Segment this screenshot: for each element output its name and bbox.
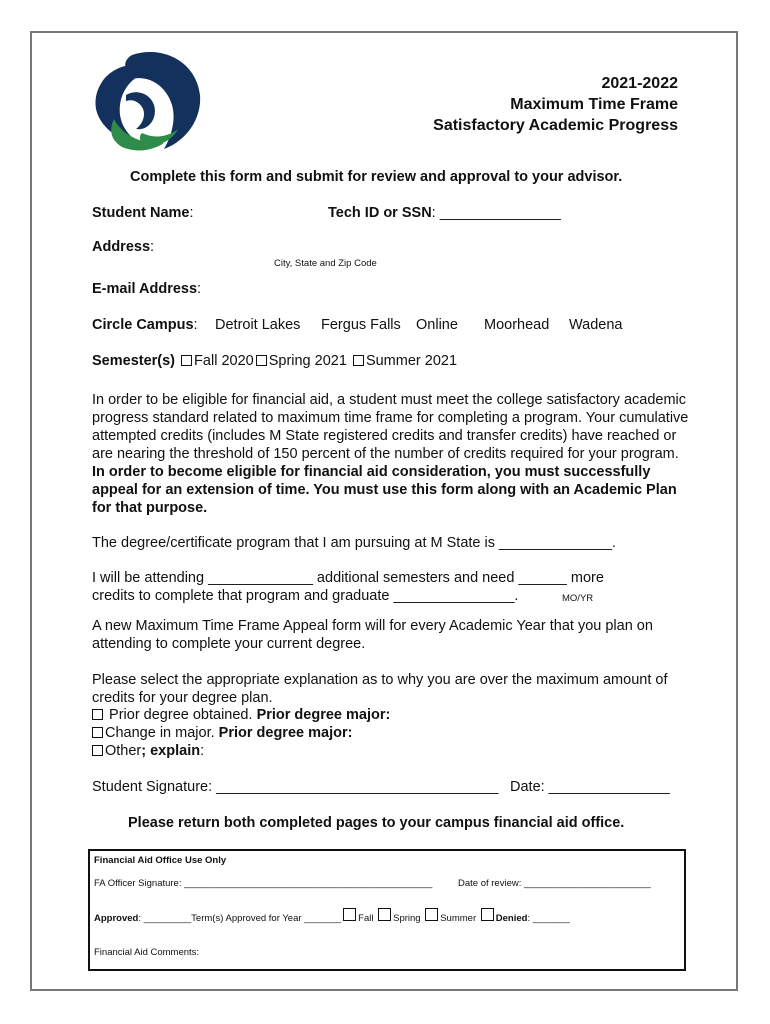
mo-yr-hint: MO/YR: [562, 593, 594, 604]
office-spring-label: Spring: [393, 913, 421, 924]
change-major-text: Change in major.: [105, 725, 215, 741]
approved-label: Approved: [94, 913, 139, 924]
college-logo: [92, 49, 202, 155]
degree-line: The degree/certificate program that I am pursuing at M State is ______________.: [92, 535, 616, 551]
spring-checkbox[interactable]: [256, 355, 267, 366]
office-fall-label: Fall: [358, 913, 374, 924]
office-summer-checkbox[interactable]: [425, 908, 438, 921]
appeal-text: A new Maximum Time Frame Appeal form will for every Academic Year that you plan on attending to complete your current degree.: [92, 618, 653, 652]
campus-online[interactable]: Online: [416, 317, 458, 333]
officer-signature-line[interactable]: FA Officer Signature: _______________________________________________: [94, 878, 433, 889]
campus-wadena[interactable]: Wadena: [569, 317, 623, 333]
campus-detroit-lakes[interactable]: Detroit Lakes: [215, 317, 301, 333]
eligibility-bold-text: In order to become eligible for financial aid consideration, you must successfully appeal for an extension of time. You must use this form along with an Academic Plan for that purpose.: [92, 464, 677, 516]
eligibility-text: In order to be eligible for financial aid, a student must meet the college satisfactory academic progress standard related to maximum time frame for completing a program. Your cumulative attempted credits (includes M State registered credits and transfer credits) have reached or are nearing the threshold of 150 percent of the number of credits required for your program.: [92, 392, 689, 462]
approval-row: [94, 908, 570, 924]
explanation-intro-text: Please select the appropriate explanation as to why you are over the maximum amount of credits for your degree plan.: [92, 672, 668, 706]
campus-moorhead[interactable]: Moorhead: [484, 317, 550, 333]
campus-label: Circle Campus: [92, 317, 194, 333]
attending-line-2: credits to complete that program and graduate _______________.: [92, 588, 519, 604]
option-change-major[interactable]: [92, 725, 352, 741]
spring-label: Spring 2021: [268, 353, 347, 369]
office-fall-checkbox[interactable]: [343, 908, 356, 921]
option-other[interactable]: Other; explain:: [92, 743, 204, 759]
instructions: Complete this form and submit for review and approval to your advisor.: [130, 169, 623, 185]
return-note: Please return both completed pages to your campus financial aid office.: [128, 815, 625, 831]
office-heading: Financial Aid Office Use Only: [94, 855, 227, 866]
email-field[interactable]: E-mail Address:: [92, 281, 202, 297]
fall-label: Fall 2020: [194, 353, 254, 369]
explanation-intro: [92, 671, 692, 707]
option-prior-degree[interactable]: [92, 707, 390, 723]
office-denied-checkbox[interactable]: [481, 908, 494, 921]
appeal-paragraph: [92, 617, 692, 653]
student-signature-line[interactable]: Student Signature: ___________________________________: [92, 779, 499, 795]
tech-id-field[interactable]: Tech ID or SSN: _______________: [328, 205, 561, 221]
title-year: 2021-2022: [601, 75, 678, 92]
title-line-1: Maximum Time Frame: [510, 96, 678, 113]
address-field[interactable]: Address:: [92, 239, 155, 255]
signature-date-line[interactable]: Date: _______________: [510, 779, 670, 795]
title-line-2: Satisfactory Academic Progress: [433, 117, 678, 134]
prior-degree-checkbox[interactable]: [92, 709, 103, 720]
other-text: Other: [105, 743, 142, 759]
address-label: Address: [92, 239, 151, 255]
prior-degree-text: Prior degree obtained.: [109, 707, 253, 723]
form-page: [30, 31, 738, 991]
summer-checkbox[interactable]: [353, 355, 364, 366]
financial-aid-office-box: [88, 849, 686, 971]
email-label: E-mail Address: [92, 281, 198, 297]
eligibility-paragraph: [92, 391, 692, 517]
attending-line-1: I will be attending _____________ additional semesters and need ______ more: [92, 570, 604, 586]
summer-label: Summer 2021: [365, 353, 458, 369]
approved-blank: : _________Term(s) Approved for Year _______: [138, 913, 342, 924]
city-state-zip-hint: City, State and Zip Code: [274, 258, 377, 269]
tech-id-label: Tech ID or SSN: [328, 205, 432, 221]
fall-checkbox[interactable]: [181, 355, 192, 366]
office-summer-label: Summer: [440, 913, 477, 924]
campus-row: Circle Campus:: [92, 317, 198, 333]
office-comments-label: Financial Aid Comments:: [94, 947, 200, 958]
semester-label: Semester(s): [92, 353, 176, 369]
change-major-prior-label: Prior degree major:: [218, 725, 353, 741]
student-name-label: Student Name: [92, 205, 190, 221]
student-name-field[interactable]: Student Name:: [92, 205, 194, 221]
denied-blank: : _______: [527, 913, 570, 924]
prior-degree-major-label: Prior degree major:: [256, 707, 391, 723]
date-of-review-line[interactable]: Date of review: ________________________: [458, 878, 651, 889]
office-spring-checkbox[interactable]: [378, 908, 391, 921]
change-major-checkbox[interactable]: [92, 727, 103, 738]
denied-label: Denied: [495, 913, 528, 924]
tech-id-blank: _______________: [439, 205, 561, 221]
campus-fergus-falls[interactable]: Fergus Falls: [321, 317, 401, 333]
semester-row: [92, 353, 457, 369]
form-title: [433, 73, 678, 136]
other-explain-label: ; explain: [141, 743, 201, 759]
other-checkbox[interactable]: [92, 745, 103, 756]
